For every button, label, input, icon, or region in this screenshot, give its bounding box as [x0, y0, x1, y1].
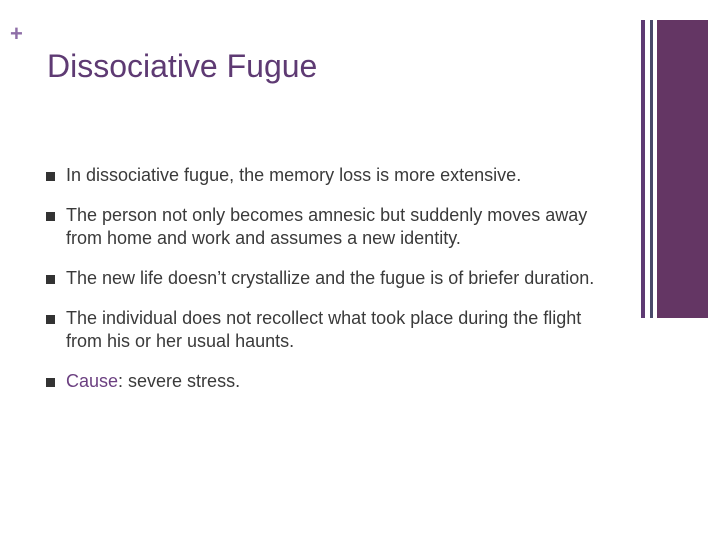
bullet-text: The person not only becomes amnesic but suddenly moves away from home and work and assumes a new identity. [66, 205, 588, 248]
square-bullet-icon [46, 315, 55, 324]
bullet-item [42, 164, 622, 187]
slide-title: Dissociative Fugue [47, 48, 318, 84]
bullet-keyword-cause: Cause [66, 371, 119, 391]
bullet-text: The new life doesn’t crystallize and the fugue is of briefer duration. [66, 268, 595, 288]
bullet-text: In dissociative fugue, the memory loss is more extensive. [66, 165, 522, 185]
square-bullet-icon [46, 172, 55, 181]
square-bullet-icon [46, 275, 55, 284]
bullet-item [42, 307, 622, 353]
square-bullet-icon [46, 212, 55, 221]
bullet-text: The individual does not recollect what took place during the flight from his or her usual haunts. [66, 308, 582, 351]
decorative-bar-thin [641, 20, 645, 318]
bullet-list [42, 164, 622, 410]
bullet-item [42, 204, 622, 250]
bullet-item [42, 267, 622, 290]
decorative-bar-thick [657, 20, 708, 318]
plus-logo-mark: + [10, 21, 23, 46]
square-bullet-icon [46, 378, 55, 387]
decorative-bar-middle [650, 20, 653, 318]
bullet-text: : severe stress. [118, 371, 241, 391]
bullet-item [42, 370, 622, 393]
